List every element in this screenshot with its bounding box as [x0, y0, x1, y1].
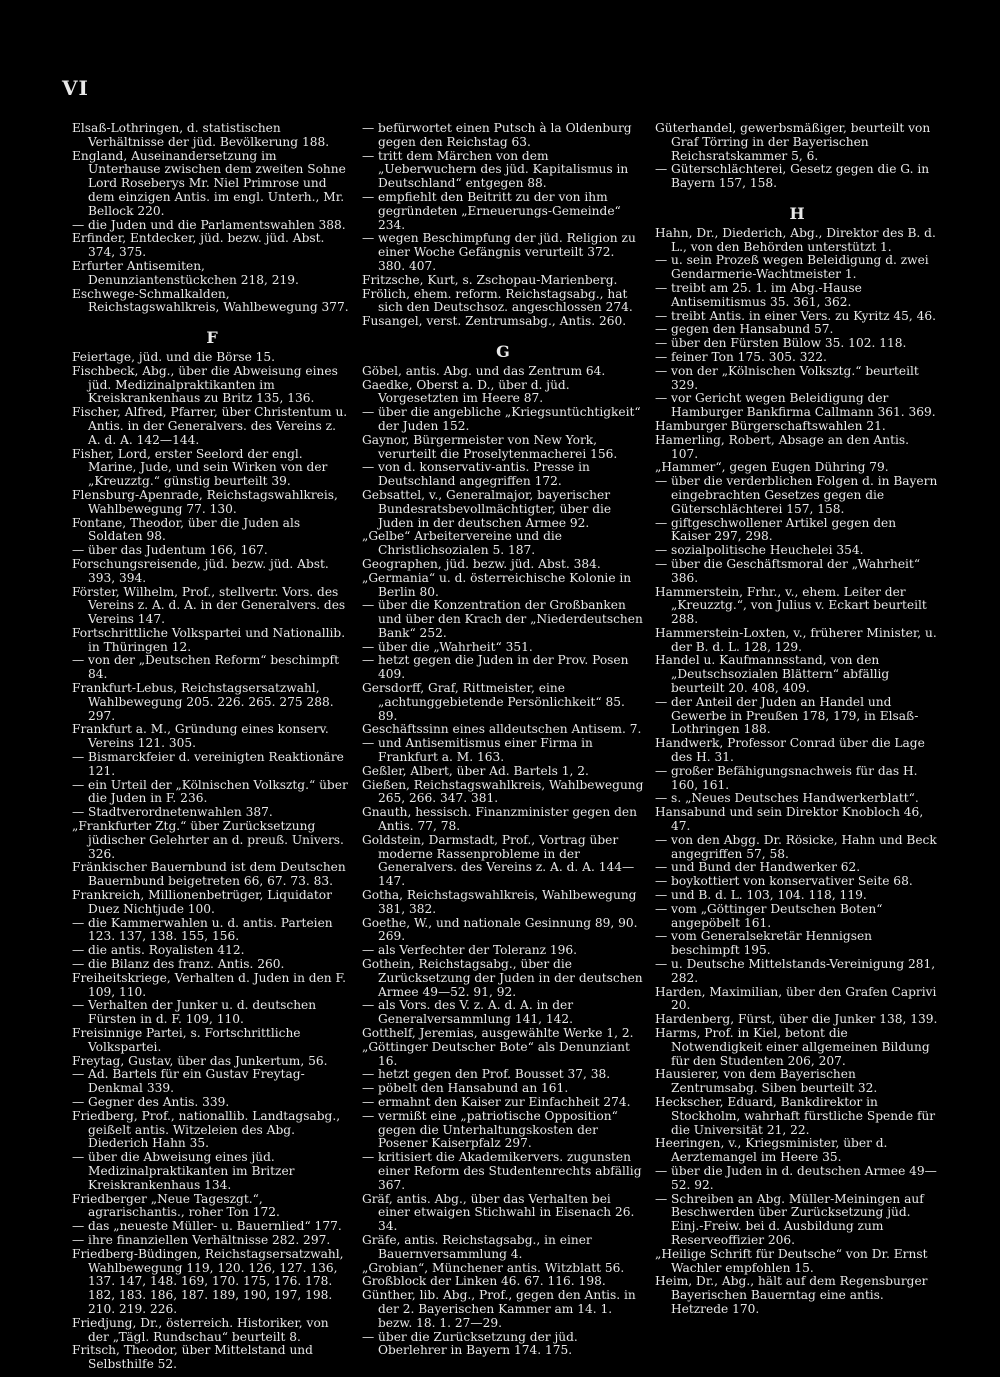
index-entry: „Grobian“, Münchener antis. Witzblatt 56. — [362, 1260, 625, 1275]
index-entry: „Heilige Schrift für Deutsche“ von Dr. Ernst Wachler empfohlen 15. — [655, 1246, 928, 1275]
index-entry: „Hammer“, gegen Eugen Dühring 79. — [655, 460, 889, 475]
index-entry: Hansabund und sein Direktor Knobloch 46, 47. — [655, 805, 924, 834]
section-letter-heading: F — [206, 328, 218, 348]
index-entry: Fortschrittliche Volkspartei und Nationallib. in Thüringen 12. — [72, 625, 346, 654]
index-entry: Fisher, Lord, erster Seelord der engl. Marine, Jude, und sein Wirken von der „Kreuzztg.“ günstig beurteilt 39. — [72, 446, 328, 489]
index-entry: Gothein, Reichstagsabg., über die Zurücksetzung der Juden in der deutschen Armee 49—52. 91, 92. — [362, 957, 643, 999]
index-entry: Fusangel, verst. Zentrumsabg., Antis. 260. — [362, 314, 627, 329]
index-entry: Gebsattel, v., Generalmajor, bayerischer Bundesratsbevollmächtigter, über die Juden in der deutschen Armee 92. — [362, 487, 612, 530]
index-entry: Geschäftssinn eines alldeutschen Antisem. 7. — [362, 722, 642, 737]
index-entry: Eschwege-Schmalkalden, Reichstagswahlkreis, Wahlbewegung 377. — [72, 286, 349, 315]
index-entry: Günther, lib. Abg., Prof., gegen den Antis. in der 2. Bayerischen Kammer am 14. 1. bezw. 18. 1. 27—29. — [362, 1288, 636, 1330]
index-entry: — gegen den Hansabund 57. — [655, 322, 834, 337]
index-entry: — vermißt eine „patriotische Opposition“ gegen die Unterhaltungskosten der Posener Kaiserpfalz 297. — [362, 1108, 618, 1151]
index-entry: Erfurter Antisemiten, Denunziantenstückchen 218, 219. — [72, 258, 299, 287]
index-entry: Heckscher, Eduard, Bankdirektor in Stockholm, wahrhaft fürstliche Spende für die Universität 21, 22. — [655, 1094, 936, 1137]
index-entry: — und Bund der Handwerker 62. — [655, 860, 861, 875]
index-entry: Elsaß-Lothringen, d. statistischen Verhältnisse der jüd. Bevölkerung 188. — [72, 121, 330, 149]
index-entry: Hahn, Dr., Diederich, Abg., Direktor des B. d. L., von den Behörden unterstützt 1. — [655, 225, 936, 254]
index-entry: Hammerstein, Frhr., v., ehem. Leiter der „Kreuzztg.“, von Julius v. Eckart beurteilt 288. — [655, 584, 927, 627]
index-entry: Forschungsreisende, jüd. bezw. jüd. Abst. 393, 394. — [72, 556, 329, 585]
index-entry: Fischbeck, Abg., über die Abweisung eines jüd. Medizinalpraktikanten im Kreiskrankenhaus zu Britz 135, 136. — [72, 363, 338, 406]
index-entry: Gaynor, Bürgermeister von New York, verurteilt die Proselytenmacherei 156. — [362, 432, 618, 461]
index-entry: Friedberger „Neue Tageszgt.“, agrarischantis., roher Ton 172. — [72, 1191, 280, 1220]
index-entry: Hammerstein-Loxten, v., früherer Minister, u. der B. d. L. 128, 129. — [655, 625, 937, 654]
index-entry: — das „neueste Müller- u. Bauernlied“ 177. — [72, 1219, 342, 1234]
index-entry: — die Juden und die Parlamentswahlen 388. — [72, 217, 346, 232]
index-column-1 — [72, 122, 352, 1372]
index-column-3 — [655, 122, 939, 1317]
index-entry: Heeringen, v., Kriegsminister, über d. Aerztemangel im Heere 35. — [655, 1136, 888, 1165]
index-entry: — befürwortet einen Putsch à la Oldenburg gegen den Reichstag 63. — [362, 121, 632, 149]
index-entry: Friedberg, Prof., nationallib. Landtagsabg., geißelt antis. Witzeleien des Abg. Diederich Hahn 35. — [72, 1108, 341, 1151]
index-entry: Geßler, Albert, über Ad. Bartels 1, 2. — [362, 763, 589, 778]
index-entry: Geographen, jüd. bezw. jüd. Abst. 384. — [362, 556, 601, 571]
index-entry: Fritsch, Theodor, über Mittelstand und Selbsthilfe 52. — [72, 1343, 313, 1372]
index-entry: — pöbelt den Hansabund an 161. — [362, 1081, 569, 1096]
index-entry: — boykottiert von konservativer Seite 68. — [655, 874, 913, 889]
index-entry: Hamerling, Robert, Absage an den Antis. 107. — [655, 432, 909, 461]
index-entry: — Gegner des Antis. 339. — [72, 1094, 230, 1109]
index-entry: — als Vors. des V. z. A. d. A. in der Generalversammlung 141, 142. — [362, 998, 574, 1027]
index-entry: — über die Juden in d. deutschen Armee 49—52. 92. — [655, 1163, 937, 1192]
index-entry: — vom „Göttinger Deutschen Boten“ angepöbelt 161. — [655, 901, 883, 930]
index-entry: — Schreiben an Abg. Müller-Meiningen auf Beschwerden über Zurücksetzung jüd. Einj.-Freiw. bei d. Ausbildung zum Reserveoffizier 206. — [655, 1191, 924, 1247]
index-entry: — von der „Deutschen Reform“ beschimpft 84. — [72, 653, 339, 682]
index-entry: Gräfe, antis. Reichstagsabg., in einer Bauernversammlung 4. — [362, 1232, 592, 1261]
index-entry: — u. sein Prozeß wegen Beleidigung d. zwei Gendarmerie-Wachtmeister 1. — [655, 253, 929, 282]
index-entry: Hamburger Bürgerschaftswahlen 21. — [655, 418, 886, 433]
index-entry: — über den Fürsten Bülow 35. 102. 118. — [655, 336, 907, 351]
index-entry: Gräf, antis. Abg., über das Verhalten bei einer etwaigen Stichwahl in Eisenach 26. 34. — [362, 1191, 635, 1234]
index-entry: Hardenberg, Fürst, über die Junker 138, 139. — [655, 1012, 938, 1027]
index-entry: — sozialpolitische Heuchelei 354. — [655, 543, 864, 558]
index-entry: Goethe, W., und nationale Gesinnung 89, 90. 269. — [362, 915, 638, 944]
index-entry: Harden, Maximilian, über den Grafen Caprivi 20. — [655, 984, 937, 1013]
index-entry: Friedjung, Dr., österreich. Historiker, von der „Tägl. Rundschau“ beurteilt 8. — [72, 1315, 329, 1344]
index-entry: Fritzsche, Kurt, s. Zschopau-Marienberg. — [362, 272, 618, 287]
index-entry: — giftgeschwollener Artikel gegen den Kaiser 297, 298. — [655, 515, 897, 544]
index-entry: Gotha, Reichstagswahlkreis, Wahlbewegung 381, 382. — [362, 888, 637, 916]
index-entry: Goldstein, Darmstadt, Prof., Vortrag über moderne Rassenprobleme in der Generalvers. des Vereins z. A. d. A. 144—147. — [362, 832, 635, 889]
index-column-2 — [362, 122, 644, 1358]
index-entry: — ermahnt den Kaiser zur Einfachheit 274. — [362, 1094, 631, 1109]
index-entry: — ein Urteil der „Kölnischen Volksztg.“ über die Juden in F. 236. — [72, 777, 348, 806]
index-entry: — die Kammerwahlen u. d. antis. Parteien 123. 137, 138. 155, 156. — [72, 915, 333, 944]
index-entry: Gotthelf, Jeremias, ausgewählte Werke 1, 2. — [362, 1026, 634, 1040]
index-entry: — ihre finanziellen Verhältnisse 282. 297. — [72, 1232, 331, 1247]
index-entry: — über die Zurücksetzung der jüd. Oberlehrer in Bayern 174. 175. — [362, 1329, 578, 1358]
index-entry: — von der „Kölnischen Volksztg.“ beurteilt 329. — [655, 363, 919, 392]
index-entry: England, Auseinandersetzung im Unterhause zwischen dem zweiten Sohne Lord Roseberys Mr. Niel Primrose und dem einzigen Antis. im engl. Unterh., Mr. Bellock 220. — [72, 148, 346, 218]
index-entry: Freisinnige Partei, s. Fortschrittliche Volkspartei. — [72, 1026, 301, 1054]
index-entry: „Gelbe“ Arbeitervereine und die Christlichsozialen 5. 187. — [362, 529, 563, 558]
index-entry: Flensburg-Apenrade, Reichstagswahlkreis, Wahlbewegung 77. 130. — [72, 487, 338, 516]
index-entry: Frankreich, Millionenbetrüger, Liquidator Duez Nichtjude 100. — [72, 888, 332, 916]
index-entry: Harms, Prof. in Kiel, betont die Notwendigkeit einer allgemeinen Bildung für den Studenten 206, 207. — [655, 1026, 930, 1068]
index-entry: — über die verderblichen Folgen d. in Bayern eingebrachten Gesetzes gegen die Güterschlächterei 157, 158. — [655, 474, 938, 516]
index-entry: — Güterschlächterei, Gesetz gegen die G. in Bayern 157, 158. — [655, 162, 930, 191]
index-entry: — über die angebliche „Kriegsuntüchtigkeit“ der Juden 152. — [362, 405, 641, 433]
index-entry: Fischer, Alfred, Pfarrer, über Christentum u. Antis. in der Generalvers. des Vereins z. A. d. A. 142—144. — [72, 405, 348, 447]
index-entry: — Bismarckfeier d. vereinigten Reaktionäre 121. — [72, 750, 344, 778]
index-entry: — von d. konservativ-antis. Presse in Deutschland angegriffen 172. — [362, 460, 590, 489]
index-entry: Frankfurt-Lebus, Reichstagsersatzwahl, Wahlbewegung 205. 226. 265. 275 288. 297. — [72, 681, 334, 723]
index-entry: — s. „Neues Deutsches Handwerkerblatt“. — [655, 791, 919, 806]
index-entry: — über die „Wahrheit“ 351. — [362, 639, 533, 654]
index-entry: — treibt am 25. 1. im Abg.-Hause Antisemitismus 35. 361, 362. — [655, 280, 862, 309]
index-entry: — treibt Antis. in einer Vers. zu Kyritz 45, 46. — [655, 308, 937, 323]
index-entry: — Stadtverordnetenwahlen 387. — [72, 805, 273, 820]
index-entry: — großer Befähigungsnachweis für das H. 160, 161. — [655, 763, 918, 792]
index-entry: Gießen, Reichstagswahlkreis, Wahlbewegung 265, 266. 347. 381. — [362, 777, 644, 806]
index-entry: Friedberg-Büdingen, Reichstagsersatzwahl, Wahlbewegung 119, 120. 126, 127. 136, 137. 147, 148. 169, 170. 175, 176. 178. 182, 183. 186, 187. 189, 190, 197, 198. 210. 219. 226. — [72, 1246, 344, 1316]
index-entry: Förster, Wilhelm, Prof., stellvertr. Vors. des Vereins z. A. d. A. in der Generalvers. des Vereins 147. — [72, 584, 346, 627]
index-entry: — Ad. Bartels für ein Gustav Freytag-Denkmal 339. — [72, 1067, 305, 1096]
index-entry: — als Verfechter der Toleranz 196. — [362, 943, 577, 958]
page-number: VI — [62, 76, 89, 100]
index-entry: Großblock der Linken 46. 67. 116. 198. — [362, 1274, 606, 1289]
index-entry: — über die Abweisung eines jüd. Medizinalpraktikanten im Britzer Kreiskrankenhaus 134. — [72, 1150, 295, 1192]
index-entry: „Göttinger Deutscher Bote“ als Denunziant 16. — [362, 1039, 630, 1068]
index-entry: Hausierer, von dem Bayerischen Zentrumsabg. Siben beurteilt 32. — [655, 1067, 878, 1096]
index-entry: — vom Generalsekretär Hennigsen beschimpft 195. — [655, 929, 873, 958]
index-entry: Göbel, antis. Abg. und das Zentrum 64. — [362, 363, 606, 378]
index-entry: Erfinder, Entdecker, jüd. bezw. jüd. Abst. 374, 375. — [72, 231, 325, 260]
index-entry: — Verhalten der Junker u. d. deutschen Fürsten in d. F. 109, 110. — [72, 998, 317, 1027]
index-entry: — von den Abgg. Dr. Rösicke, Hahn und Beck angegriffen 57, 58. — [655, 832, 937, 861]
index-entry: Fontane, Theodor, über die Juden als Soldaten 98. — [72, 515, 301, 544]
index-entry: Gaedke, Oberst a. D., über d. jüd. Vorgesetzten im Heere 87. — [362, 377, 570, 406]
index-entry: — über das Judentum 166, 167. — [72, 543, 268, 558]
index-entry: Güterhandel, gewerbsmäßiger, beurteilt von Graf Törring in der Bayerischen Reichsratskammer 5, 6. — [655, 121, 931, 163]
index-entry: — und Antisemitismus einer Firma in Frankfurt a. M. 163. — [362, 736, 593, 765]
index-entry: — vor Gericht wegen Beleidigung der Hamburger Bankfirma Callmann 361. 369. — [655, 391, 936, 420]
index-entry: Feiertage, jüd. und die Börse 15. — [72, 349, 276, 364]
index-entry: Freytag, Gustav, über das Junkertum, 56. — [72, 1053, 328, 1068]
index-entry: Frölich, ehem. reform. Reichstagsabg., hat sich den Deutschsoz. angeschlossen 274. — [362, 286, 633, 315]
index-entry: Handel u. Kaufmannsstand, von den „Deutschsozialen Blättern“ abfällig beurteilt 20. 408, 409. — [655, 653, 890, 696]
index-entry: — der Anteil der Juden an Handel und Gewerbe in Preußen 178, 179, in Elsaß-Lothringen 188. — [655, 694, 919, 737]
section-letter-heading: H — [789, 203, 805, 223]
index-entry: — hetzt gegen den Prof. Bousset 37, 38. — [362, 1067, 611, 1082]
index-entry: — feiner Ton 175. 305. 322. — [655, 349, 827, 364]
index-entry: — tritt dem Märchen von dem „Ueberwuchern des jüd. Kapitalismus in Deutschland“ entgegen 88. — [362, 148, 629, 191]
index-entry: — über die Geschäftsmoral der „Wahrheit“ 386. — [655, 556, 921, 585]
index-entry: — die antis. Royalisten 412. — [72, 943, 245, 958]
section-letter-heading: G — [496, 341, 510, 361]
index-entry: Frankfurt a. M., Gründung eines konserv. Vereins 121. 305. — [72, 722, 329, 751]
index-entry: — hetzt gegen die Juden in der Prov. Posen 409. — [362, 653, 629, 682]
index-entry: — empfiehlt den Beitritt zu der von ihm gegründeten „Erneuerungs-Gemeinde“ 234. — [362, 189, 621, 232]
index-entry: — und B. d. L. 103, 104. 118, 119. — [655, 888, 867, 903]
index-entry: Gnauth, hessisch. Finanzminister gegen den Antis. 77, 78. — [362, 805, 637, 834]
index-entry: „Frankfurter Ztg.“ über Zurücksetzung jüdischer Gelehrter an d. preuß. Univers. 326. — [72, 819, 344, 861]
index-entry: Heim, Dr., Abg., hält auf dem Regensburger Bayerischen Bauerntag eine antis. Hetzrede 170. — [655, 1274, 928, 1316]
index-entry: Fränkischer Bauernbund ist dem Deutschen Bauernbund beigetreten 66, 67. 73. 83. — [72, 860, 346, 889]
index-entry: Freiheitskriege, Verhalten d. Juden in den F. 109, 110. — [72, 970, 346, 999]
index-entry: — über die Konzentration der Großbanken und über den Krach der „Niederdeutschen Bank“ 252. — [362, 598, 643, 640]
index-entry: — u. Deutsche Mittelstands-Vereinigung 281, 282. — [655, 957, 936, 985]
index-entry: — wegen Beschimpfung der jüd. Religion zu einer Woche Gefängnis verurteilt 372. 380. 407. — [362, 231, 636, 273]
index-entry: Gersdorff, Graf, Rittmeister, eine „achtunggebietende Persönlichkeit“ 85. 89. — [362, 681, 625, 723]
index-entry: Handwerk, Professor Conrad über die Lage des H. 31. — [655, 736, 925, 765]
index-entry: — kritisiert die Akademikervers. zugunsten einer Reform des Studentenrechts abfällig 367. — [362, 1150, 642, 1192]
index-entry: „Germania“ u. d. österreichische Kolonie in Berlin 80. — [362, 570, 632, 599]
index-entry: — die Bilanz des franz. Antis. 260. — [72, 957, 285, 972]
